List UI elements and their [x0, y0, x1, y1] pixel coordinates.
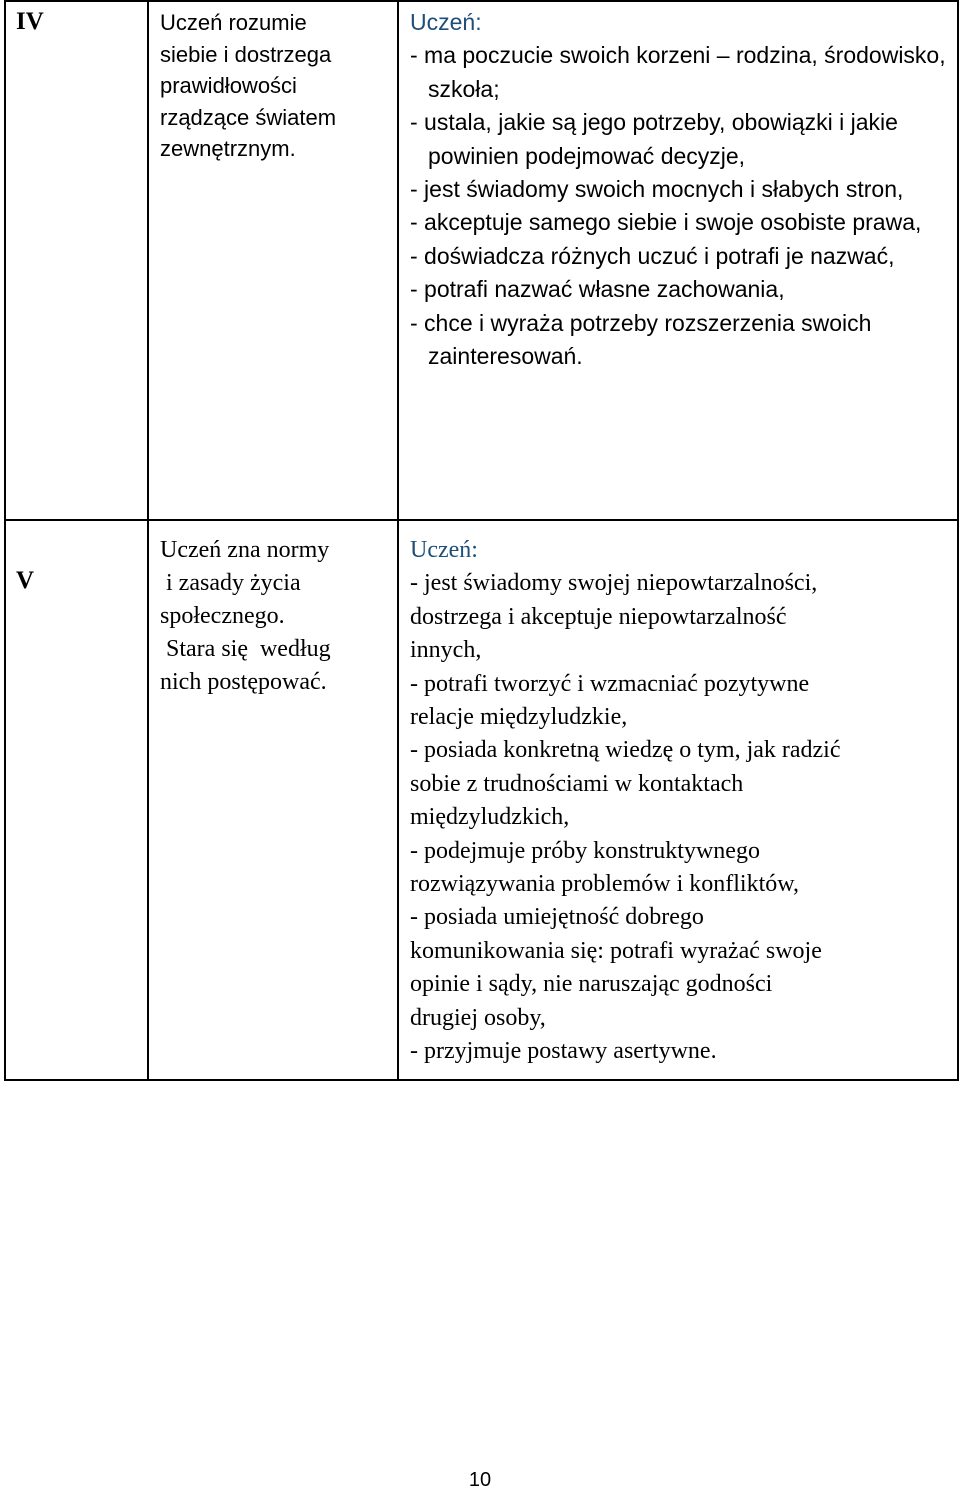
- goal-line: nich postępować.: [160, 669, 327, 695]
- row-number-cell: IV: [5, 1, 148, 520]
- description-line: komunikowania się: potrafi wyrażać swoje: [410, 937, 822, 964]
- table-row-v: [5, 520, 958, 1080]
- goal-cell: [148, 1, 398, 520]
- description-item: - potrafi nazwać własne zachowania,: [410, 276, 785, 303]
- description-line: międzyludzkich,: [410, 804, 570, 831]
- description-item: - chce i wyraża potrzeby rozszerzenia swoich zainteresowań.: [410, 309, 872, 370]
- description-line: dostrzega i akceptuje niepowtarzalność: [410, 603, 787, 630]
- description-line: drugiej osoby,: [410, 1004, 546, 1031]
- description-line: - jest świadomy swojej niepowtarzalności,: [410, 570, 818, 597]
- description-line: - przyjmuje postawy asertywne.: [410, 1038, 717, 1065]
- goal-cell: [148, 520, 398, 1080]
- goal-line: siebie i dostrzega: [160, 41, 332, 67]
- goal-line: rządzące światem: [160, 104, 337, 130]
- description-line: - potrafi tworzyć i wzmacniać pozytywne: [410, 670, 810, 697]
- description-line: - podejmuje próby konstruktywnego: [410, 837, 760, 864]
- description-line: - posiada umiejętność dobrego: [410, 904, 704, 931]
- description-item: - jest świadomy swoich mocnych i słabych stron,: [410, 176, 904, 203]
- description-cell: [398, 520, 958, 1080]
- goal-line: zewnętrznym.: [160, 136, 296, 161]
- description-item: - ustala, jakie są jego potrzeby, obowiązki i jakie powinien podejmować decyzje,: [410, 109, 898, 169]
- goal-line: prawidłowości: [160, 73, 297, 98]
- goal-line: i zasady życia: [160, 570, 301, 596]
- goal-line: Uczeń zna normy: [160, 537, 330, 563]
- description-line: rozwiązywania problemów i konfliktów,: [410, 871, 800, 898]
- goal-line: społecznego.: [160, 603, 285, 629]
- description-item: - akceptuje samego siebie i swoje osobiste prawa,: [410, 209, 922, 236]
- table-row-iv: [5, 1, 958, 520]
- description-cell: [398, 1, 958, 520]
- description-line: relacje międzyludzkie,: [410, 704, 628, 731]
- description-item: - ma poczucie swoich korzeni – rodzina, środowisko, szkoła;: [410, 42, 946, 102]
- goal-line: Uczeń rozumie: [160, 10, 307, 35]
- description-item: - doświadcza różnych uczuć i potrafi je nazwać,: [410, 242, 895, 269]
- description-line: - posiada konkretną wiedzę o tym, jak radzić: [410, 737, 841, 764]
- row-number-cell: V: [5, 520, 148, 1080]
- description-line: opinie i sądy, nie naruszając godności: [410, 971, 773, 998]
- description-heading: Uczeń:: [410, 537, 478, 563]
- description-line: innych,: [410, 637, 482, 664]
- description-line: sobie z trudnościami w kontaktach: [410, 770, 744, 797]
- description-heading: Uczeń:: [410, 9, 482, 35]
- goal-line: Stara się według: [160, 636, 331, 662]
- page-number: 10: [468, 1469, 492, 1491]
- objectives-table: [4, 0, 959, 1081]
